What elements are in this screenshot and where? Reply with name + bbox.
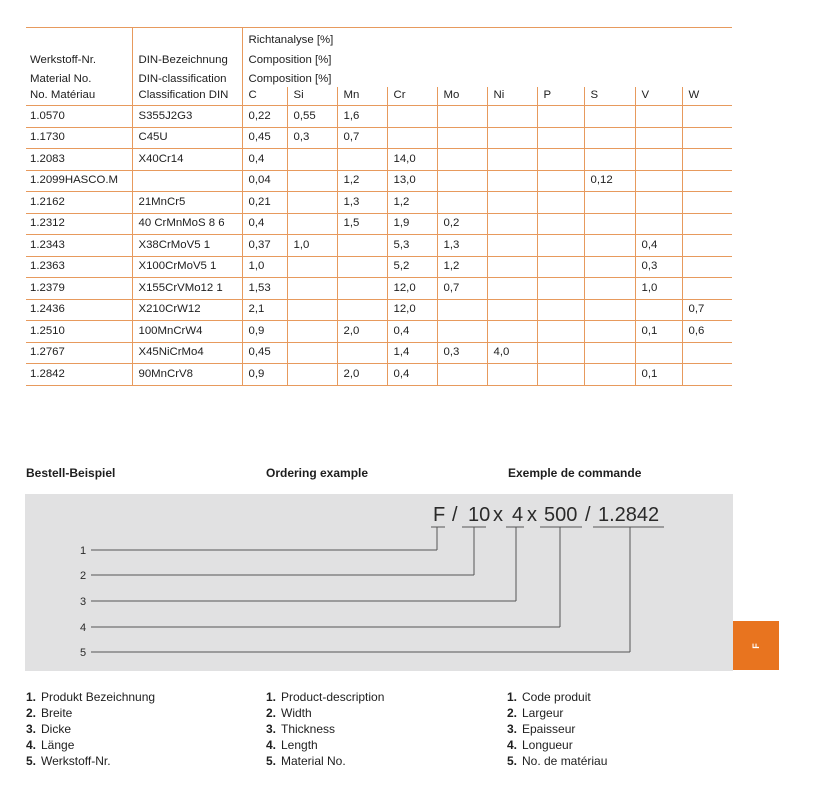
composition-cell [437, 321, 487, 343]
table-row [26, 235, 732, 257]
din-cell: X155CrVMo12 1 [132, 278, 242, 300]
composition-cell [635, 106, 682, 128]
composition-cell [584, 106, 635, 128]
material-no-cell: 1.2363 [26, 256, 132, 278]
legend-item [507, 705, 607, 721]
material-no-cell: 1.0570 [26, 106, 132, 128]
composition-cell [487, 170, 537, 192]
composition-cell: 0,2 [437, 213, 487, 235]
legend-text: Largeur [522, 706, 564, 720]
legend-item [26, 753, 155, 769]
composition-cell [635, 149, 682, 171]
table-row [26, 127, 732, 149]
table-row [26, 149, 732, 171]
composition-cell: 0,4 [242, 213, 287, 235]
table-row [26, 278, 732, 300]
composition-cell: 0,3 [437, 342, 487, 364]
composition-cell [537, 321, 584, 343]
composition-cell: 0,55 [287, 106, 337, 128]
composition-cell [287, 170, 337, 192]
ordering-title-de: Bestell-Beispiel [26, 466, 116, 480]
element-header-c: C [242, 87, 287, 106]
table-row [26, 170, 732, 192]
element-header-p: P [537, 87, 584, 106]
composition-cell [487, 127, 537, 149]
composition-cell [537, 256, 584, 278]
composition-cell [287, 149, 337, 171]
material-no-cell: 1.2343 [26, 235, 132, 257]
composition-cell [682, 127, 732, 149]
composition-cell [682, 106, 732, 128]
composition-cell [537, 299, 584, 321]
composition-cell [537, 342, 584, 364]
section-tab-f [733, 621, 779, 670]
element-header-w: W [682, 87, 732, 106]
composition-cell [287, 278, 337, 300]
header-din: DIN-classification [132, 67, 242, 87]
legend-item [266, 753, 384, 769]
header-material-no [26, 28, 132, 48]
legend-number: 4. [507, 738, 518, 752]
composition-cell [487, 213, 537, 235]
composition-cell [584, 321, 635, 343]
legend-item [507, 753, 607, 769]
din-cell: X210CrW12 [132, 299, 242, 321]
material-no-cell: 1.2767 [26, 342, 132, 364]
material-no-cell: 1.2312 [26, 213, 132, 235]
legend-text: Thickness [281, 722, 336, 736]
element-header-si: Si [287, 87, 337, 106]
din-cell: 100MnCrW4 [132, 321, 242, 343]
composition-cell [682, 342, 732, 364]
legend-text: Breite [41, 706, 73, 720]
composition-cell [437, 106, 487, 128]
din-cell: S355J2G3 [132, 106, 242, 128]
legend-text: Longueur [522, 738, 573, 752]
legend-text: Product-description [281, 690, 385, 704]
composition-cell [337, 149, 387, 171]
material-no-cell: 1.1730 [26, 127, 132, 149]
composition-cell [682, 235, 732, 257]
composition-cell [584, 256, 635, 278]
legend-text: Length [281, 738, 318, 752]
legend-item [507, 721, 607, 737]
legend-item [26, 705, 155, 721]
composition-cell: 1,2 [387, 192, 437, 214]
composition-cell [635, 127, 682, 149]
material-no-cell: 1.2436 [26, 299, 132, 321]
composition-cell [635, 342, 682, 364]
composition-cell [287, 192, 337, 214]
composition-cell: 0,9 [242, 364, 287, 386]
legend-number: 5. [266, 754, 277, 768]
din-cell: C45U [132, 127, 242, 149]
line-number-4: 4 [80, 622, 87, 634]
composition-cell [635, 192, 682, 214]
table-element-header-row [26, 87, 732, 106]
composition-cell: 1,9 [387, 213, 437, 235]
composition-cell [437, 149, 487, 171]
composition-cell: 13,0 [387, 170, 437, 192]
composition-cell: 1,0 [287, 235, 337, 257]
composition-cell: 0,45 [242, 342, 287, 364]
composition-cell [387, 106, 437, 128]
composition-cell [537, 127, 584, 149]
legend-item [266, 689, 384, 705]
composition-cell: 1,2 [337, 170, 387, 192]
legend-text: Länge [41, 738, 75, 752]
composition-cell [287, 364, 337, 386]
composition-cell: 1,4 [387, 342, 437, 364]
line-number-5: 5 [80, 647, 87, 659]
composition-cell [682, 149, 732, 171]
composition-cell [487, 106, 537, 128]
composition-cell [287, 321, 337, 343]
section-tab-label: F [751, 642, 761, 649]
composition-cell [337, 256, 387, 278]
code-part-0: F [433, 504, 446, 526]
composition-cell [487, 364, 537, 386]
composition-cell [487, 192, 537, 214]
header-din [132, 28, 242, 48]
composition-cell: 2,1 [242, 299, 287, 321]
header-composition: Composition [%] [242, 67, 732, 87]
code-part-4: 4 [512, 504, 524, 526]
legend-de [26, 689, 155, 769]
composition-cell: 0,4 [635, 235, 682, 257]
material-no-cell: 1.2162 [26, 192, 132, 214]
composition-cell [584, 278, 635, 300]
composition-cell [337, 299, 387, 321]
composition-cell [682, 170, 732, 192]
din-cell: X100CrMoV5 1 [132, 256, 242, 278]
composition-cell [287, 256, 337, 278]
legend-item [26, 689, 155, 705]
din-cell: 40 CrMnMoS 8 6 [132, 213, 242, 235]
element-header-v: V [635, 87, 682, 106]
legend-text: Epaisseur [522, 722, 576, 736]
material-no-cell: 1.2099HASCO.M [26, 170, 132, 192]
composition-cell [387, 127, 437, 149]
composition-cell: 0,45 [242, 127, 287, 149]
code-part-6: 500 [544, 504, 578, 526]
order-code-diagram [25, 494, 733, 671]
composition-cell [337, 278, 387, 300]
legend-number: 2. [266, 706, 277, 720]
din-cell: 90MnCrV8 [132, 364, 242, 386]
din-cell: 21MnCr5 [132, 192, 242, 214]
composition-cell: 14,0 [387, 149, 437, 171]
composition-cell [635, 213, 682, 235]
legend-number: 3. [26, 722, 37, 736]
composition-cell [337, 342, 387, 364]
composition-cell [487, 256, 537, 278]
line-number-2: 2 [80, 570, 87, 582]
din-cell: X40Cr14 [132, 149, 242, 171]
composition-cell [584, 235, 635, 257]
composition-cell [437, 299, 487, 321]
header-din: Classification DIN [132, 87, 242, 106]
material-no-cell: 1.2842 [26, 364, 132, 386]
legend-number: 1. [26, 690, 37, 704]
legend-number: 3. [507, 722, 518, 736]
legend-item [507, 689, 607, 705]
composition-cell: 1,5 [337, 213, 387, 235]
composition-cell: 2,0 [337, 321, 387, 343]
din-cell: X45NiCrMo4 [132, 342, 242, 364]
composition-cell: 0,21 [242, 192, 287, 214]
legend-item [266, 737, 384, 753]
composition-cell [287, 299, 337, 321]
composition-cell [537, 235, 584, 257]
table-row [26, 321, 732, 343]
legend-en [266, 689, 384, 769]
composition-cell: 5,3 [387, 235, 437, 257]
composition-cell: 1,0 [635, 278, 682, 300]
composition-cell [437, 192, 487, 214]
legend-number: 4. [26, 738, 37, 752]
composition-cell [537, 149, 584, 171]
legend-text: Width [281, 706, 312, 720]
composition-cell: 1,2 [437, 256, 487, 278]
composition-cell [437, 127, 487, 149]
composition-cell [537, 192, 584, 214]
composition-cell: 0,37 [242, 235, 287, 257]
composition-cell [635, 170, 682, 192]
code-part-3: x [493, 504, 503, 526]
header-din: DIN-Bezeichnung [132, 48, 242, 68]
element-header-mo: Mo [437, 87, 487, 106]
composition-cell: 0,9 [242, 321, 287, 343]
legend-fr [507, 689, 607, 769]
composition-cell [584, 192, 635, 214]
composition-cell [635, 299, 682, 321]
header-material-no: No. Matériau [26, 87, 132, 106]
element-header-ni: Ni [487, 87, 537, 106]
code-part-2: 10 [468, 504, 491, 526]
legend-text: Code produit [522, 690, 591, 704]
composition-cell [537, 170, 584, 192]
legend-number: 5. [507, 754, 518, 768]
table-header-row [26, 48, 732, 68]
material-composition-table [26, 27, 732, 386]
composition-cell: 0,7 [437, 278, 487, 300]
material-no-cell: 1.2379 [26, 278, 132, 300]
element-header-s: S [584, 87, 635, 106]
composition-cell [584, 299, 635, 321]
composition-cell: 1,6 [337, 106, 387, 128]
composition-cell: 0,3 [635, 256, 682, 278]
composition-cell [487, 299, 537, 321]
legend-text: Material No. [281, 754, 346, 768]
code-part-8: 1.2842 [598, 504, 660, 526]
composition-cell: 0,22 [242, 106, 287, 128]
composition-cell [682, 192, 732, 214]
element-header-cr: Cr [387, 87, 437, 106]
legend-number: 4. [266, 738, 277, 752]
table-header-row [26, 67, 732, 87]
composition-cell: 0,7 [337, 127, 387, 149]
composition-cell: 1,3 [337, 192, 387, 214]
composition-cell [337, 235, 387, 257]
composition-cell [584, 342, 635, 364]
composition-cell: 2,0 [337, 364, 387, 386]
composition-cell: 0,4 [387, 321, 437, 343]
composition-cell [584, 213, 635, 235]
composition-cell [487, 149, 537, 171]
legend-number: 3. [266, 722, 277, 736]
table-row [26, 364, 732, 386]
din-cell: X38CrMoV5 1 [132, 235, 242, 257]
header-composition: Composition [%] [242, 48, 732, 68]
legend-item [26, 721, 155, 737]
composition-cell: 0,1 [635, 364, 682, 386]
composition-cell [537, 106, 584, 128]
composition-cell: 0,6 [682, 321, 732, 343]
table-row [26, 256, 732, 278]
code-part-1: / [452, 504, 458, 526]
composition-cell: 12,0 [387, 278, 437, 300]
composition-cell [682, 256, 732, 278]
composition-cell [487, 235, 537, 257]
material-no-cell: 1.2510 [26, 321, 132, 343]
composition-cell [487, 278, 537, 300]
legend-item [507, 737, 607, 753]
legend-text: Werkstoff-Nr. [41, 754, 111, 768]
composition-cell [537, 278, 584, 300]
legend-item [266, 721, 384, 737]
legend-number: 2. [507, 706, 518, 720]
composition-cell: 1,53 [242, 278, 287, 300]
legend-number: 2. [26, 706, 37, 720]
ordering-title-en: Ordering example [266, 466, 369, 480]
header-material-no: Material No. [30, 73, 92, 86]
table-row [26, 299, 732, 321]
composition-cell [682, 278, 732, 300]
legend-item [266, 705, 384, 721]
composition-cell: 0,04 [242, 170, 287, 192]
material-no-cell: 1.2083 [26, 149, 132, 171]
code-part-5: x [527, 504, 537, 526]
table-row [26, 213, 732, 235]
line-number-1: 1 [80, 545, 87, 557]
code-part-7: / [585, 504, 591, 526]
header-material-no: Werkstoff-Nr. [30, 53, 97, 66]
legend-text: No. de matériau [522, 754, 608, 768]
composition-cell [682, 364, 732, 386]
table-header-row [26, 28, 732, 48]
table-row [26, 106, 732, 128]
composition-cell: 5,2 [387, 256, 437, 278]
din-cell [132, 170, 242, 192]
legend-number: 5. [26, 754, 37, 768]
composition-cell [537, 364, 584, 386]
legend-number: 1. [507, 690, 518, 704]
legend-item [26, 737, 155, 753]
composition-cell [584, 364, 635, 386]
line-number-3: 3 [80, 596, 87, 608]
composition-cell [537, 213, 584, 235]
composition-cell [487, 321, 537, 343]
composition-cell: 4,0 [487, 342, 537, 364]
legend-number: 1. [266, 690, 277, 704]
composition-cell: 0,3 [287, 127, 337, 149]
composition-cell [682, 213, 732, 235]
composition-cell: 0,4 [387, 364, 437, 386]
composition-cell [287, 213, 337, 235]
ordering-title-fr: Exemple de commande [508, 466, 642, 480]
header-composition: Richtanalyse [%] [242, 28, 732, 48]
composition-cell: 0,1 [635, 321, 682, 343]
composition-cell: 12,0 [387, 299, 437, 321]
composition-cell: 1,0 [242, 256, 287, 278]
composition-cell [437, 364, 487, 386]
legend-text: Dicke [41, 722, 72, 736]
legend-text: Produkt Bezeichnung [41, 690, 156, 704]
composition-cell [584, 149, 635, 171]
composition-cell: 1,3 [437, 235, 487, 257]
composition-cell: 0,12 [584, 170, 635, 192]
table-row [26, 192, 732, 214]
element-header-mn: Mn [337, 87, 387, 106]
composition-cell: 0,7 [682, 299, 732, 321]
composition-cell [584, 127, 635, 149]
composition-cell [437, 170, 487, 192]
composition-cell: 0,4 [242, 149, 287, 171]
composition-cell [287, 342, 337, 364]
table-row [26, 342, 732, 364]
